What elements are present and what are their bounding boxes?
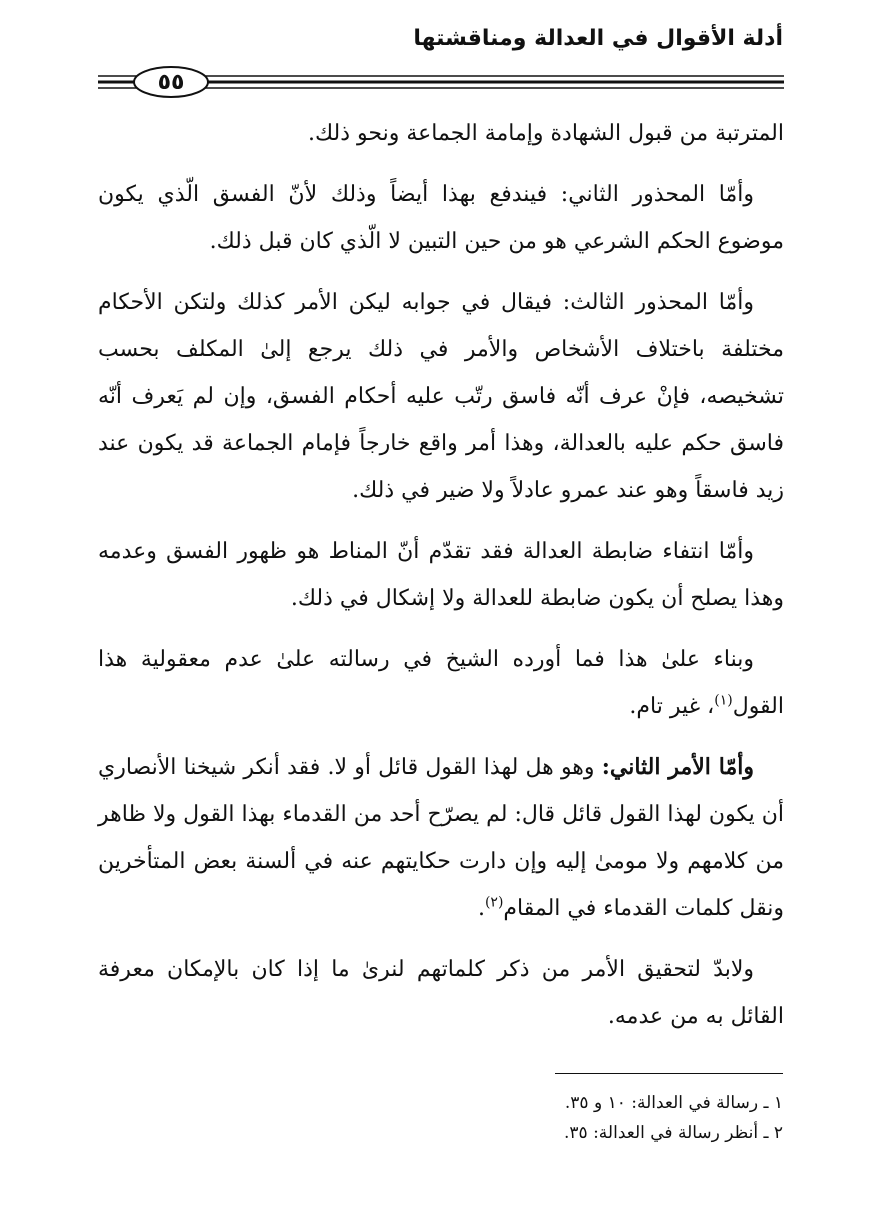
footnote-1: ١ ـ رسالة في العدالة: ١٠ و ٣٥.	[564, 1093, 783, 1113]
header-rule	[98, 66, 784, 106]
paragraph-6-lead: وأمّا الأمر الثاني:	[601, 754, 754, 780]
footnote-ref-1[interactable]: (١)	[714, 692, 733, 709]
running-title: أدلة الأقوال في العدالة ومناقشتها	[413, 26, 783, 51]
main-text	[98, 110, 784, 1054]
paragraph-3: وأمّا المحذور الثالث: فيقال في جوابه ليكن الأمر كذلك ولتكن الأحكام مختلفة باختلاف الأشخاص والأمر في ذلك يرجع إلىٰ المكلف بحسب تشخيصه، فإنْ عرف أنّه فاسق رتّب عليه أحكام الفسق، وإن لم يَعرف أنّه فاسق حكم عليه بالعدالة، وهذا أمر واقع خارجاً فإمام الجماعة قد يكون عند زيد فاسقاً وهو عند عمرو عادلاً ولا ضير في ذلك.	[98, 290, 784, 503]
paragraph-4: وأمّا انتفاء ضابطة العدالة فقد تقدّم أنّ المناط هو ظهور الفسق وعدمه وهذا يصلح أن يكون ضابطة للعدالة ولا إشكال في ذلك.	[98, 539, 784, 611]
footnote-separator	[555, 1073, 783, 1074]
paragraph-5	[98, 636, 784, 730]
footnotes	[97, 1088, 783, 1148]
footnote-ref-2[interactable]: (٢)	[484, 894, 504, 911]
paragraph-2: وأمّا المحذور الثاني: فيندفع بهذا أيضاً وذلك لأنّ الفسق الّذي يكون موضوع الحكم الشرعي هو من حين التبين لا الّذي كان قبل ذلك.	[98, 182, 784, 254]
paragraph-6-text: وهو هل لهذا القول قائل أو لا. فقد أنكر شيخنا الأنصاري أن يكون لهذا القول قائل قال: لم يصرّح أحد من القدماء بهذا القول ولا ظاهر من كلامهم ولا مومىٰ إليه وإن دارت حكايتهم عنه في ألسنة بعض المتأخرين ونقل كلمات القدماء في المقام	[98, 755, 784, 921]
footnote-2: ٢ ـ أنظر رسالة في العدالة: ٣٥.	[564, 1123, 783, 1143]
paragraph-7: ولابدّ لتحقيق الأمر من ذكر كلماتهم لنرىٰ ما إذا كان بالإمكان معرفة القائل به من عدمه.	[98, 957, 784, 1029]
paragraph-6	[98, 744, 784, 932]
paragraph-5-tail: ، غير تام.	[629, 694, 715, 719]
paragraph-5-text: وبناء علىٰ هذا فما أورده الشيخ في رسالته علىٰ عدم معقولية هذا القول	[98, 647, 784, 719]
paragraph-6-tail: .	[477, 896, 485, 921]
paragraph-1: المترتبة من قبول الشهادة وإمامة الجماعة ونحو ذلك.	[308, 121, 784, 146]
page-number: ٥٥	[157, 70, 185, 95]
